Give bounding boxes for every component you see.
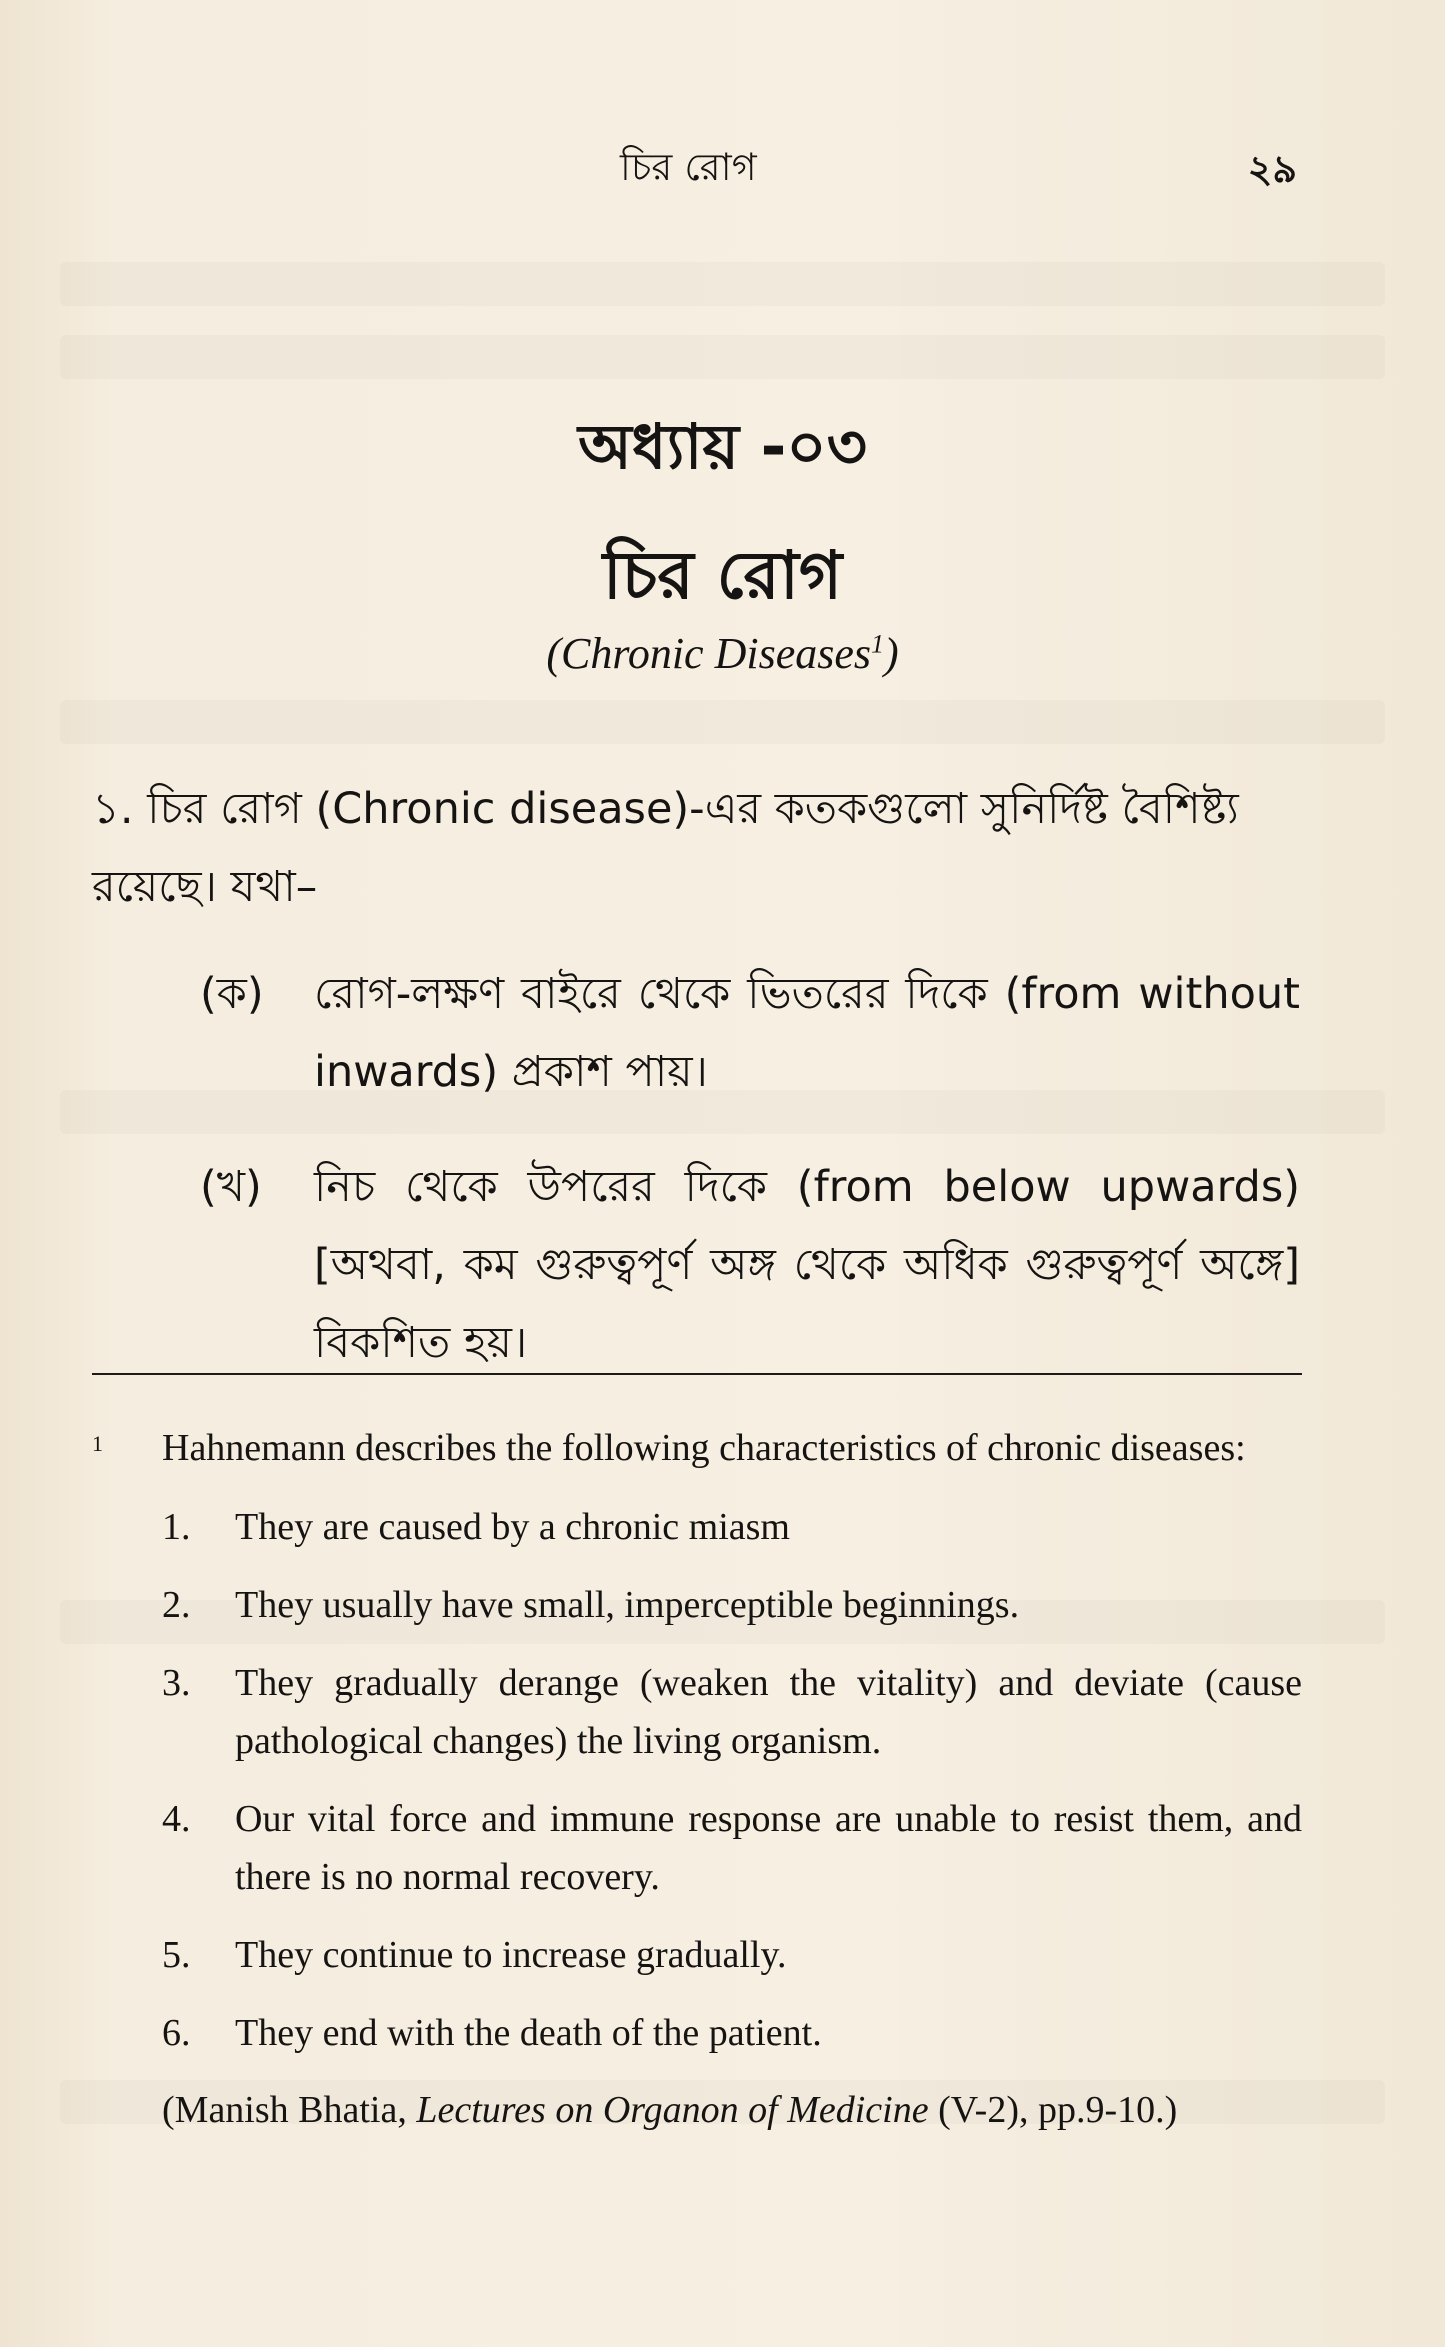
list-item-text: Our vital force and immune response are unable to resist them, and there is no normal recovery. [235,1798,1302,1898]
list-item-text: They usually have small, imperceptible beginnings. [235,1584,1020,1626]
list-item-text: They are caused by a chronic miasm [235,1506,790,1548]
sub-item-text: নিচ থেকে উপরের দিকে (from below upwards) [অথবা, কম গুরুত্বপূর্ণ অঙ্গ থেকে অধিক গুরুত্বপূর্ণ অঙ্গে] বিকশিত হয়। [314,1162,1300,1368]
list-item-number: 3. [162,1662,191,1704]
sub-item-marker: (খ) [200,1162,262,1212]
footnote [92,1420,1302,2138]
footnote-intro: Hahnemann describes the following characteristics of chronic diseases: [162,1427,1246,1469]
list-item [162,1576,1302,1634]
list-item-number: 2. [162,1584,191,1626]
source-suffix: (V-2), pp.9-10.) [928,2089,1178,2131]
footnote-mark: 1 [92,1431,103,1456]
footnote-source [162,2082,1302,2138]
list-item-text: They end with the death of the patient. [235,2012,822,2054]
source-title: Lectures on Organon of Medicine [416,2089,929,2131]
list-item-text: They gradually derange (weaken the vitality) and deviate (cause pathological changes) the living organism. [235,1662,1302,1762]
chapter-subtitle-close: ) [884,629,899,678]
running-head: চির রোগ [620,145,757,189]
show-through-shadow [60,700,1385,744]
list-item [162,2004,1302,2062]
chapter-title: চির রোগ [602,537,843,614]
sub-item-marker: (ক) [200,969,264,1019]
footnote-divider [92,1373,1302,1375]
list-item-number: 6. [162,2012,191,2054]
show-through-shadow [60,262,1385,306]
sub-item-text: রোগ-লক্ষণ বাইরে থেকে ভিতরের দিকে (from without inwards) প্রকাশ পায়। [314,969,1300,1097]
footnote-list [162,1498,1302,2062]
show-through-shadow [60,335,1385,379]
point-one-paragraph: ১. চির রোগ (Chronic disease)-এর কতকগুলো সুনির্দিষ্ট বৈশিষ্ট্য রয়েছে। যথা– [92,784,1239,912]
list-item-number: 4. [162,1798,191,1840]
sub-item-ka [200,955,1300,1111]
chapter-subtitle-text: (Chronic Diseases [546,629,871,678]
chapter-subtitle [0,628,1445,679]
source-prefix: (Manish Bhatia, [162,2089,417,2131]
list-item [162,1790,1302,1906]
list-item [162,1654,1302,1770]
list-item-text: They continue to increase gradually. [235,1934,787,1976]
chapter-label: অধ্যায় -০৩ [578,410,867,483]
page-number: ২৯ [1247,147,1297,191]
list-item [162,1498,1302,1556]
list-item-number: 5. [162,1934,191,1976]
footnote-reference: 1 [871,629,884,659]
list-item [162,1926,1302,1984]
sub-item-kha [200,1148,1300,1382]
list-item-number: 1. [162,1506,191,1548]
